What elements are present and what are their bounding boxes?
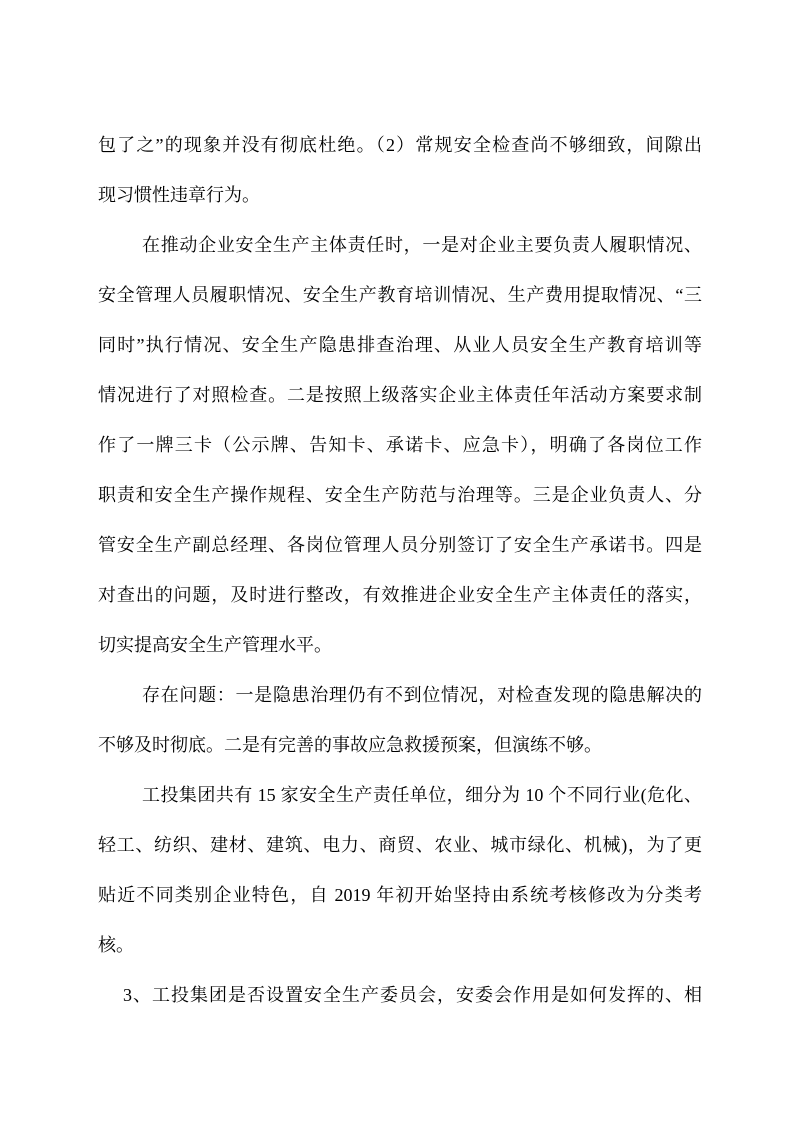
- text-line: 工投集团共有 15 家安全生产责任单位，细分为 10 个不同行业(危化、: [142, 785, 702, 805]
- text-line: 情况进行了对照检查。二是按照上级落实企业主体责任年活动方案要求制: [98, 385, 702, 405]
- text-line: 现习惯性违章行为。: [98, 185, 260, 205]
- text-line: 对查出的问题，及时进行整改，有效推进企业安全生产主体责任的落实，: [98, 585, 702, 605]
- text-line: 不够及时彻底。二是有完善的事故应急救援预案，但演练不够。: [98, 735, 602, 755]
- text-line: 作了一牌三卡（公示牌、告知卡、承诺卡、应急卡），明确了各岗位工作: [98, 435, 702, 455]
- text-line: 切实提高安全生产管理水平。: [98, 635, 332, 655]
- text-line: 贴近不同类别企业特色，自 2019 年初开始坚持由系统考核修改为分类考: [98, 885, 702, 905]
- text-line: 管安全生产副总经理、各岗位管理人员分别签订了安全生产承诺书。四是: [98, 535, 702, 555]
- text-line: 安全管理人员履职情况、安全生产教育培训情况、生产费用提取情况、“三: [98, 285, 702, 305]
- text-line: 职责和安全生产操作规程、安全生产防范与治理等。三是企业负责人、分: [98, 485, 702, 505]
- text-line: 同时”执行情况、安全生产隐患排查治理、从业人员安全生产教育培训等: [98, 335, 702, 355]
- text-line: 在推动企业安全生产主体责任时，一是对企业主要负责人履职情况、: [142, 235, 702, 255]
- text-line: 核。: [98, 935, 134, 955]
- text-line: 3、工投集团是否设置安全生产委员会，安委会作用是如何发挥的、相: [123, 985, 702, 1005]
- text-line: 存在问题：一是隐患治理仍有不到位情况，对检查发现的隐患解决的: [142, 685, 702, 705]
- text-line: 轻工、纺织、建材、建筑、电力、商贸、农业、城市绿化、机械)，为了更: [98, 835, 702, 855]
- text-line: 包了之”的现象并没有彻底杜绝。（2）常规安全检查尚不够细致，间隙出: [98, 135, 702, 155]
